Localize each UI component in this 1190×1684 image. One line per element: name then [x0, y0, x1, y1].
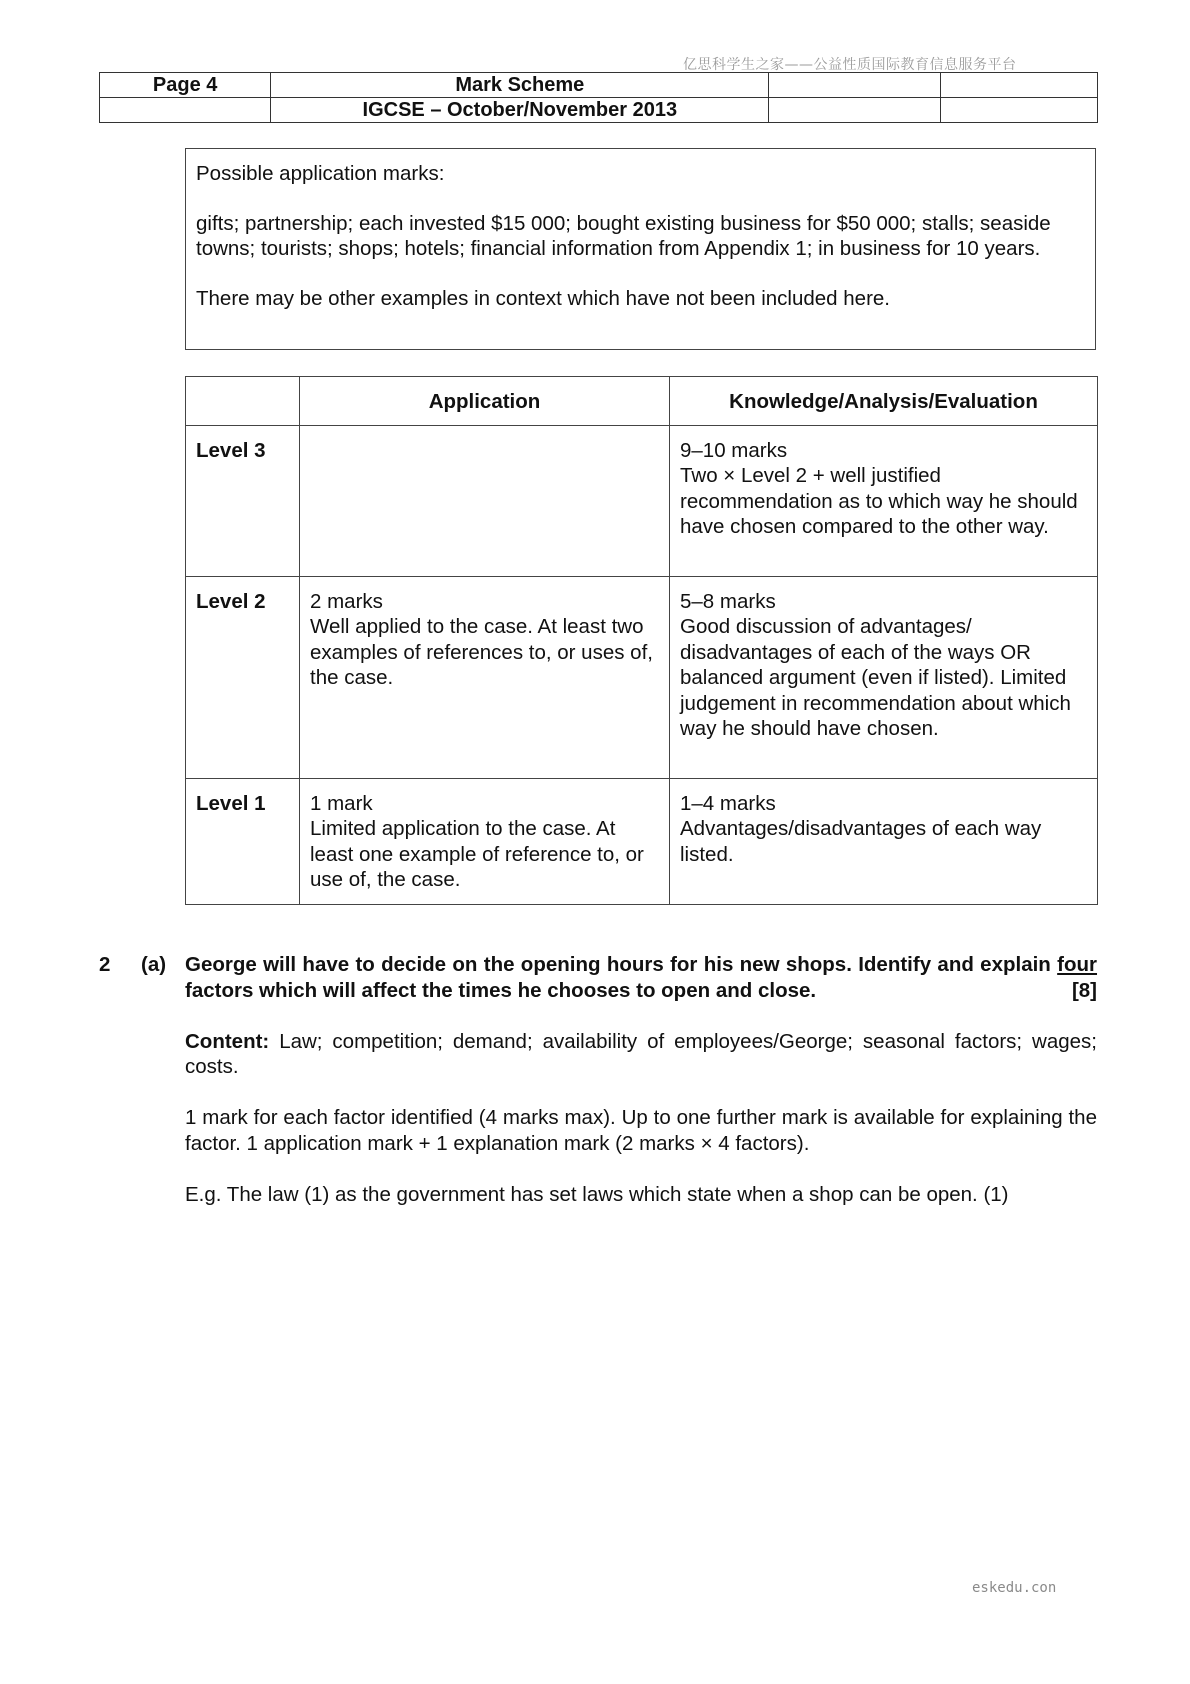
kae-cell: [670, 576, 1098, 778]
kae-marks: 9–10 marks: [680, 438, 788, 462]
kae-cell: [670, 778, 1098, 904]
watermark-top: 亿思科学生之家——公益性质国际教育信息服务平台: [683, 57, 1017, 73]
application-marks: 2 marks: [310, 589, 383, 613]
header-blank-cell: [769, 73, 940, 98]
watermark-bottom: eskedu.con: [972, 1580, 1057, 1596]
application-cell: [300, 778, 670, 904]
question-text-emphasis: four: [1057, 953, 1098, 976]
content-text: Law; competition; demand; availability of employees/George; seasonal factors; wages; costs.: [185, 1029, 1097, 1078]
level-label: Level 2: [186, 576, 300, 778]
question-text: [185, 952, 1097, 1003]
kae-cell: [670, 425, 1098, 576]
application-marks-note: There may be other examples in context which have not been included here.: [196, 287, 890, 310]
marking-example: E.g. The law (1) as the government has set laws which state when a shop can be open. (1): [185, 1182, 1009, 1206]
header-blank-cell: [940, 73, 1097, 98]
question-marks: [8]: [1071, 978, 1097, 1002]
application-cell: [300, 576, 670, 778]
header-blank-cell: [100, 98, 271, 123]
application-text: Well applied to the case. At least two examples of references to, or uses of, the case.: [310, 615, 653, 689]
document-type: Mark Scheme: [271, 73, 769, 98]
levels-table: [185, 376, 1098, 905]
levels-header-kae: Knowledge/Analysis/Evaluation: [670, 377, 1098, 426]
levels-header-blank: [186, 377, 300, 426]
levels-header-application: Application: [300, 377, 670, 426]
table-row: [186, 425, 1098, 576]
content-answer: [185, 1029, 1097, 1080]
level-label: Level 1: [186, 778, 300, 904]
application-text: Limited application to the case. At least one example of reference to, or use of, the case.: [310, 817, 644, 891]
application-marks-examples: gifts; partnership; each invested $15 000; bought existing business for $50 000; stalls; seaside towns; tourists; shops; hotels; financial information from Appendix 1; in business for 10 years.: [196, 212, 1051, 260]
header-blank-cell: [769, 98, 940, 123]
application-marks-heading: Possible application marks:: [196, 162, 445, 185]
question-text-start: George will have to decide on the opening hours for his new shops. Identify and explain: [185, 953, 1051, 976]
application-marks-box: [185, 148, 1096, 350]
header-blank-cell: [940, 98, 1097, 123]
table-row: [186, 576, 1098, 778]
kae-text: Good discussion of advantages/ disadvantages of each of the ways OR balanced argument (even if listed). Limited judgement in recommendation about which way he should have chosen.: [680, 615, 1071, 740]
exam-session: IGCSE – October/November 2013: [271, 98, 769, 123]
levels-table-header-row: [186, 377, 1098, 426]
kae-text: Advantages/disadvantages of each way listed.: [680, 817, 1042, 866]
question-text-end: factors which will affect the times he chooses to open and close.: [185, 978, 817, 1002]
application-marks: 1 mark: [310, 791, 373, 815]
level-label: Level 3: [186, 425, 300, 576]
question-number: 2: [99, 953, 111, 976]
kae-marks: 5–8 marks: [680, 589, 776, 613]
application-cell: [300, 425, 670, 576]
page-number: Page 4: [100, 73, 271, 98]
kae-marks: 1–4 marks: [680, 791, 776, 815]
page-header-table: [99, 72, 1098, 123]
content-label: Content:: [185, 1029, 270, 1053]
table-row: [186, 778, 1098, 904]
question-part: (a): [141, 953, 167, 976]
question-body: [185, 952, 1097, 1233]
marking-note: 1 mark for each factor identified (4 marks max). Up to one further mark is available for explaining the factor. 1 application mark + 1 explanation mark (2 marks × 4 factors).: [185, 1106, 1097, 1155]
kae-text: Two × Level 2 + well justified recommendation as to which way he should have chosen compared to the other way.: [680, 464, 1078, 538]
